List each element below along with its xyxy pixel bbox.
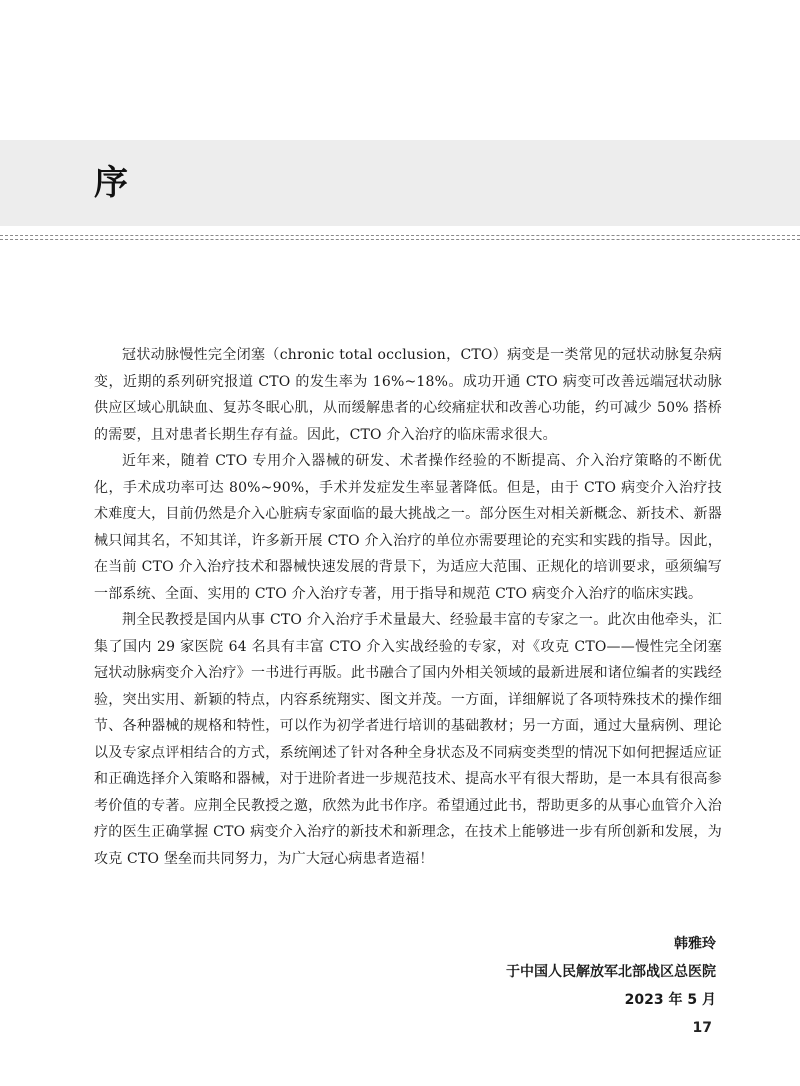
paragraph-3: 荆全民教授是国内从事 CTO 介入治疗手术量最大、经验最丰富的专家之一。此次由他牵头，汇集了国内 29 家医院 64 名具有丰富 CTO 介入实战经验的专家，对《攻克 CTO——慢性完全闭塞冠状动脉病变介入治疗》一书进行再版。此书融合了国内外相关领域的最新进展和诸位编者的实践经验，突出实用、新颖的特点，内容系统翔实、图文并茂。一方面，详细解说了各项特殊技术的操作细节、各种器械的规格和特性，可以作为初学者进行培训的基础教材；另一方面，通过大量病例、理论以及专家点评相结合的方式，系统阐述了针对各种全身状态及不同病变类型的情况下如何把握适应证和正确选择介入策略和器械，对于进阶者进一步规范技术、提高水平有很大帮助，是一本具有很高参考价值的专著。应荆全民教授之邀，欣然为此书作序。希望通过此书，帮助更多的从事心血管介入治疗的医生正确掌握 CTO 病变介入治疗的新技术和新理念，在技术上能够进一步有所创新和发展，为攻克 CTO 堡垒而共同努力，为广大冠心病患者造福！ [94,612,722,867]
signature-block [506,930,716,1014]
divider-top [0,235,800,236]
preface-body [94,342,722,872]
paragraph-2: 近年来，随着 CTO 专用介入器械的研发、术者操作经验的不断提高、介入治疗策略的不断优化，手术成功率可达 80%~90%，手术并发症发生率显著降低。但是，由于 CTO 病变介入治疗技术难度大，目前仍然是介入心脏病专家面临的最大挑战之一。部分医生对相关新概念、新技术、新器械只闻其名，不知其详，许多新开展 CTO 介入治疗的单位亦需要理论的充实和实践的指导。因此，在当前 CTO 介入治疗技术和器械快速发展的背景下，为适应大范围、正规化的培训要求，亟须编写一部系统、全面、实用的 CTO 介入治疗专著，用于指导和规范 CTO 病变介入治疗的临床实践。 [94,453,722,602]
signature-author: 韩雅玲 [674,936,716,952]
page-title: 序 [94,163,128,203]
signature-date: 2023 年 5 月 [624,992,716,1008]
signature-affiliation: 于中国人民解放军北部战区总医院 [506,964,716,980]
paragraph-1: 冠状动脉慢性完全闭塞（chronic total occlusion，CTO）病变是一类常见的冠状动脉复杂病变，近期的系列研究报道 CTO 的发生率为 16%~18%。成功开通 CTO 病变可改善远端冠状动脉供应区域心肌缺血、复苏冬眠心肌，从而缓解患者的心绞痛症状和改善心功能，约可减少 50% 搭桥的需要，且对患者长期生存有益。因此，CTO 介入治疗的临床需求很大。 [94,347,722,443]
divider-bottom [0,239,800,240]
page-number: 17 [692,1020,712,1036]
